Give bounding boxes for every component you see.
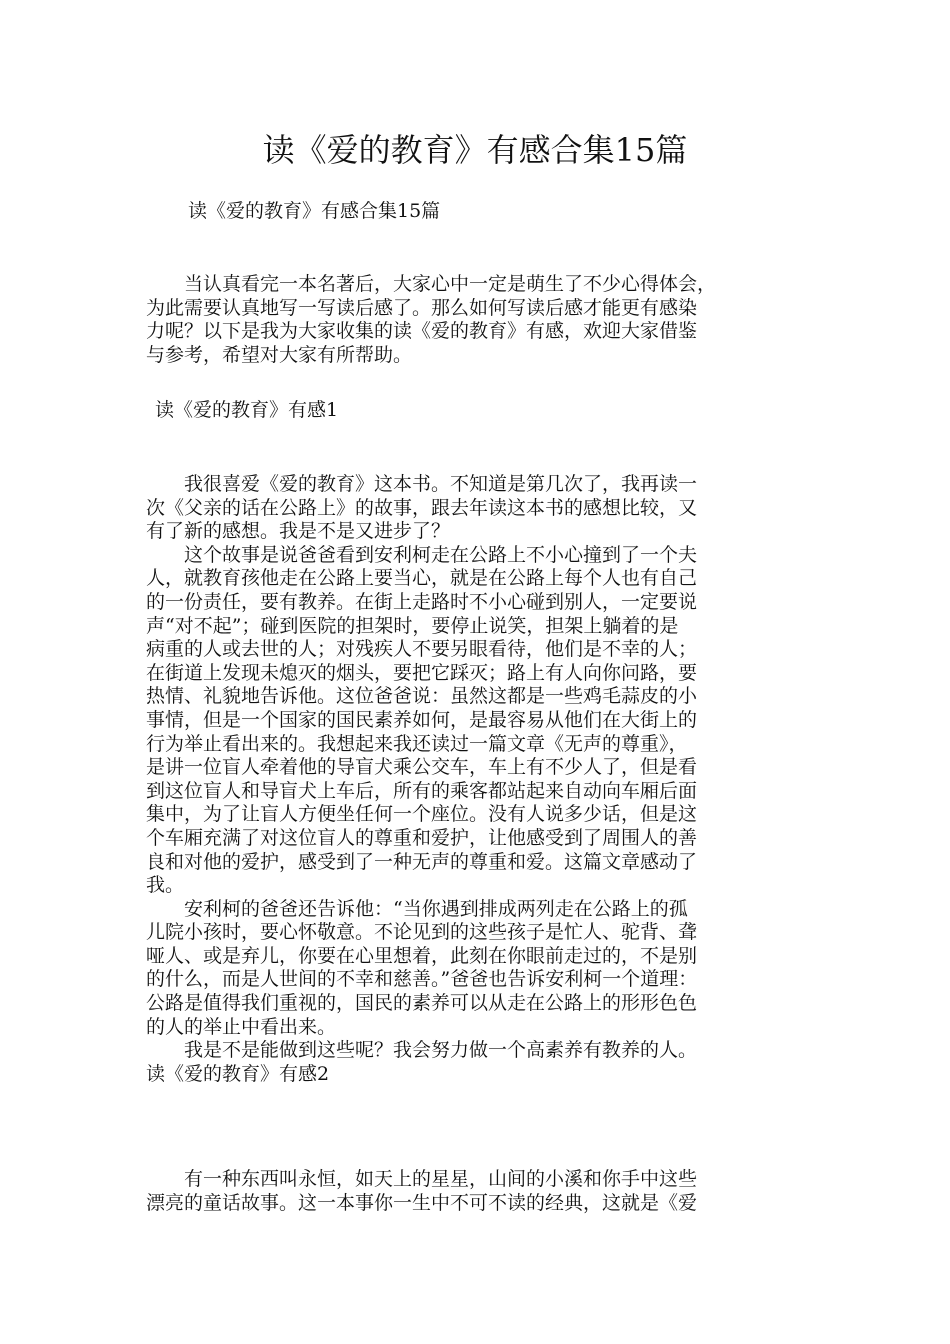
- text-line: 良和对他的爱护，感受到了一种无声的尊重和爱。这篇文章感动了: [146, 850, 698, 873]
- text-line: 安利柯的爸爸还告诉他：“当你遇到排成两列走在公路上的孤: [146, 897, 688, 920]
- text-line: 的一份责任，要有教养。在街上走路时不小心碰到别人，一定要说: [146, 590, 698, 613]
- text-line: 公路是值得我们重视的，国民的素养可以从走在公路上的形形色色: [146, 992, 698, 1015]
- text-line: 的人的举止中看出来。: [146, 1015, 337, 1038]
- text-line: 有了新的感想。我是不是又进步了？: [146, 520, 451, 543]
- text-line: 有一种东西叫永恒，如天上的星星，山间的小溪和你手中这些: [146, 1168, 698, 1190]
- text-line: 到这位盲人和导盲犬上车后，所有的乘客都站起来自动向车厢后面: [146, 779, 698, 802]
- document-subtitle: [188, 200, 852, 224]
- text-line: 的什么，而是人世间的不幸和慈善。”爸爸也告诉安利柯一个道理：: [146, 968, 698, 991]
- text-line: 在街道上发现未熄灭的烟头，要把它踩灭；路上有人向你问路，要: [146, 661, 698, 684]
- text-line: 我。: [146, 874, 185, 897]
- text-line: 漂亮的童话故事。这一本事你一生中不可不读的经典，这就是《爱: [146, 1191, 698, 1214]
- text-line: 力呢？以下是我为大家收集的读《爱的教育》有感，欢迎大家借鉴: [146, 320, 698, 343]
- section-1-body: [146, 473, 810, 1063]
- text-line: 热情、礼貌地告诉他。这位爸爸说：虽然这都是一些鸡毛蒜皮的小: [146, 685, 698, 708]
- text-line: 是讲一位盲人牵着他的导盲犬乘公交车，车上有不少人了，但是看: [146, 756, 698, 779]
- text-line: 哑人、或是弃儿，你要在心里想着，此刻在你眼前走过的，不是别: [146, 944, 698, 967]
- text-line: 声“对不起”；碰到医院的担架时，要停止说笑，担架上躺着的是: [146, 614, 679, 637]
- section-heading-1: [155, 399, 819, 423]
- section-heading-2: [146, 1063, 810, 1087]
- text-line: 病重的人或去世的人；对残疾人不要另眼看待，他们是不幸的人；: [146, 638, 698, 661]
- text-line: 人，就教育孩他走在公路上要当心，就是在公路上每个人也有自己: [146, 567, 698, 590]
- text-line: 事情，但是一个国家的国民素养如何，是最容易从他们在大街上的: [146, 708, 698, 731]
- text-line: 集中，为了让盲人方便坐任何一个座位。没有人说多少话，但是这: [146, 803, 698, 826]
- section-2-body: [146, 1168, 810, 1215]
- text-line: 当认真看完一本名著后，大家心中一定是萌生了不少心得体会，: [146, 273, 717, 295]
- text-line: 我是不是能做到这些呢？我会努力做一个高素养有教养的人。: [146, 1039, 698, 1062]
- text-line: 为此需要认真地写一写读后感了。那么如何写读后感才能更有感染: [146, 296, 698, 319]
- subtitle-text: 读《爱的教育》有感合集15篇: [188, 200, 441, 222]
- text-line: 儿院小孩时，要心怀敬意。不论见到的这些孩子是忙人、驼背、聋: [146, 921, 698, 944]
- intro-paragraph: [146, 273, 810, 367]
- document-title: 读《爱的教育》有感合集15篇: [262, 131, 688, 169]
- text-line: 与参考，希望对大家有所帮助。: [146, 343, 413, 366]
- section-heading-1-text: 读《爱的教育》有感1: [155, 399, 339, 421]
- text-line: 我很喜爱《爱的教育》这本书。不知道是第几次了，我再读一: [146, 473, 698, 495]
- text-line: 行为举止看出来的。我想起来我还读过一篇文章《无声的尊重》，: [146, 732, 688, 755]
- text-line: 个车厢充满了对这位盲人的尊重和爱护，让他感受到了周围人的善: [146, 826, 698, 849]
- text-line: 这个故事是说爸爸看到安利柯走在公路上不小心撞到了一个夫: [146, 543, 698, 566]
- text-line: 次《父亲的话在公路上》的故事，跟去年读这本书的感想比较，又: [146, 496, 698, 519]
- section-heading-2-text: 读《爱的教育》有感2: [146, 1063, 330, 1085]
